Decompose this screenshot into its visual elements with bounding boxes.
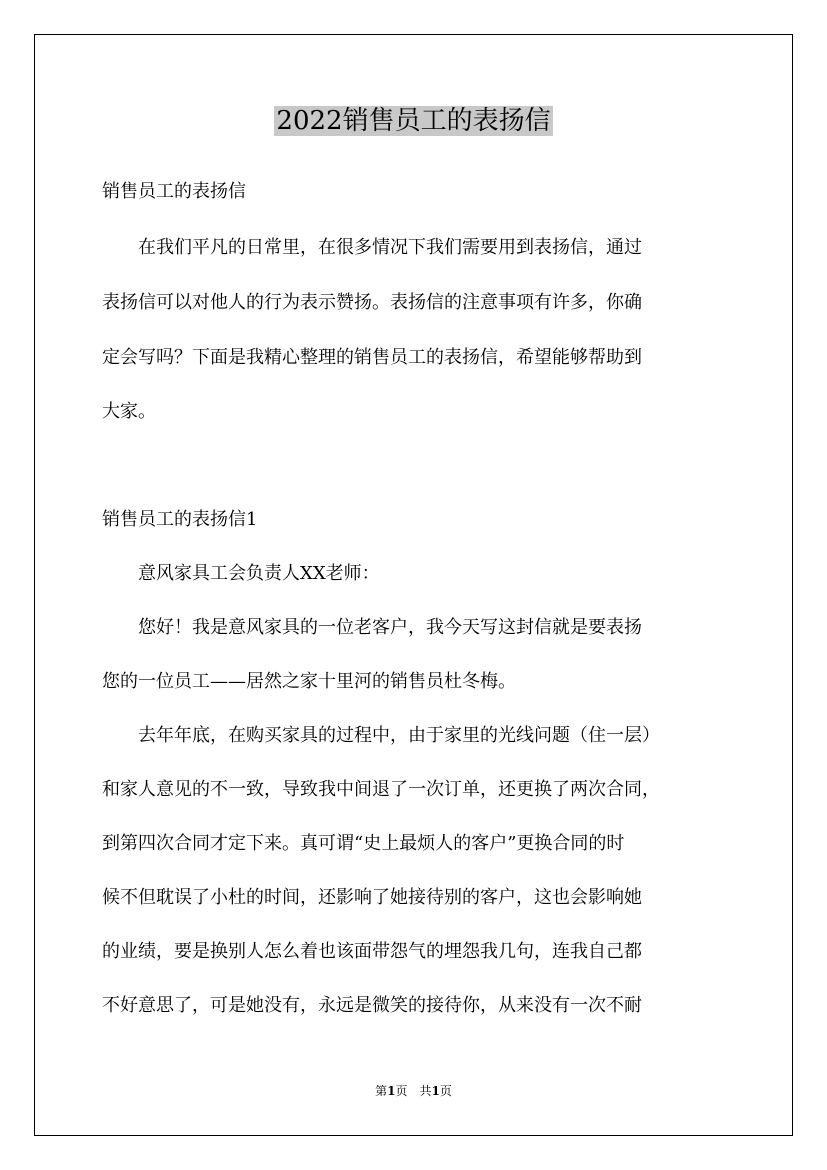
footer-total-suffix: 页 <box>439 1084 452 1098</box>
footer-total-pages: 1 <box>431 1084 440 1098</box>
paragraph-line: 定会写吗？下面是我精心整理的销售员工的表扬信，希望能够帮助到 <box>102 347 642 368</box>
paragraph-line: 表扬信可以对他人的行为表示赞扬。表扬信的注意事项有许多，你确 <box>102 292 642 313</box>
paragraph-line: 大家。 <box>102 401 156 422</box>
paragraph-line: 不好意思了，可是她没有，永远是微笑的接待你，从来没有一次不耐 <box>102 995 642 1016</box>
footer-page-prefix: 第 <box>375 1084 388 1098</box>
document-title <box>0 100 827 137</box>
paragraph-line: 在我们平凡的日常里，在很多情况下我们需要用到表扬信，通过 <box>102 237 642 258</box>
footer-page-suffix: 页 共 <box>395 1084 432 1098</box>
paragraph-line: 去年年底，在购买家具的过程中，由于家里的光线问题（住一层） <box>102 725 660 746</box>
paragraph-line: 您好！我是意风家具的一位老客户，我今天写这封信就是要表扬 <box>102 617 642 638</box>
document-title-text: 2022销售员工的表扬信 <box>276 106 551 136</box>
paragraph-line: 到第四次合同才定下来。真可谓“史上最烦人的客户”更换合同的时 <box>102 833 625 854</box>
paragraph-line: 和家人意见的不一致，导致我中间退了一次订单，还更换了两次合同， <box>102 779 660 800</box>
page-footer <box>0 1082 827 1099</box>
section-heading: 销售员工的表扬信1 <box>102 509 258 530</box>
paragraph-line: 意风家具工会负责人XX老师： <box>102 563 380 584</box>
paragraph-line: 候不但耽误了小杜的时间，还影响了她接待别的客户，这也会影响她 <box>102 887 642 908</box>
paragraph-line: 的业绩，要是换别人怎么着也该面带怨气的埋怨我几句，连我自己都 <box>102 941 642 962</box>
section-heading: 销售员工的表扬信 <box>102 181 246 202</box>
footer-page-number: 1 <box>387 1084 396 1098</box>
paragraph-line: 您的一位员工——居然之家十里河的销售员杜冬梅。 <box>102 671 516 692</box>
